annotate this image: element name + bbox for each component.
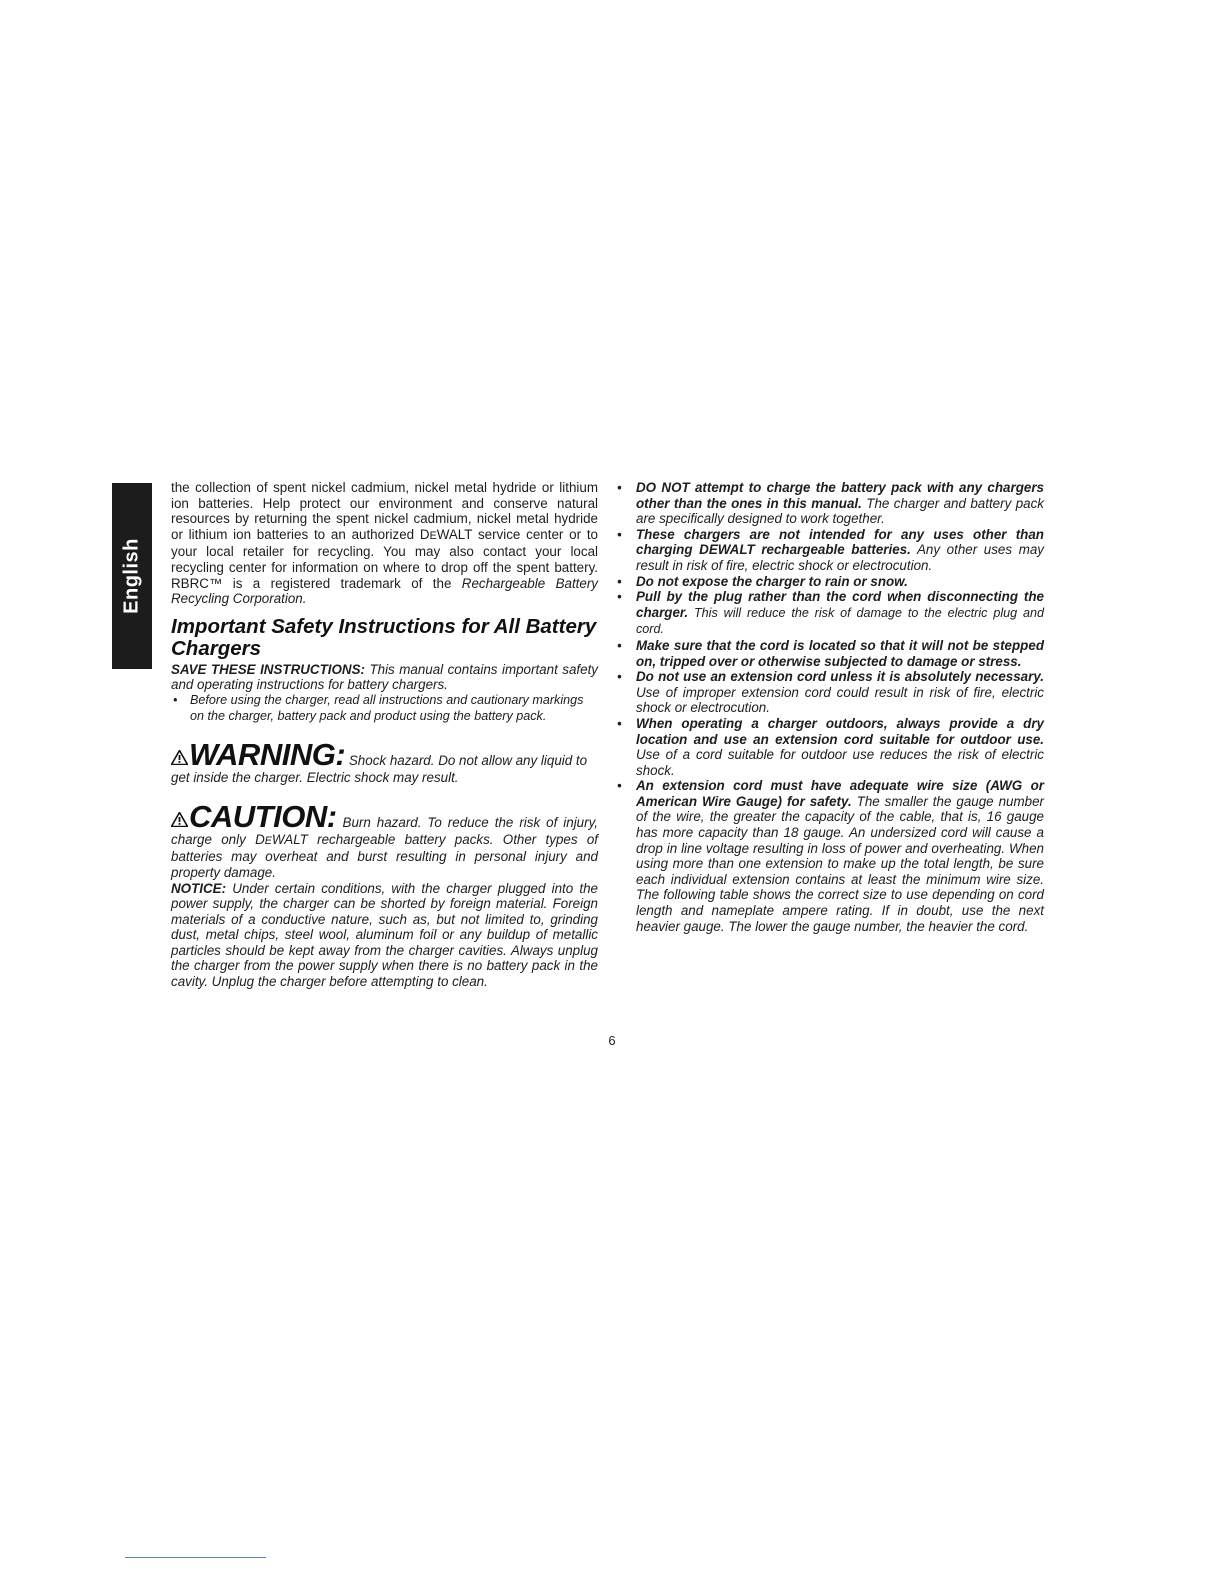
list-item: • Make sure that the cord is located so that it will not be stepped on, tripped over or otherwise subjected to damage or stress.: [617, 637, 1044, 669]
warning-block: WARNING: Shock hazard. Do not allow any liquid to get inside the charger. Electric shock may result.: [171, 737, 588, 786]
bullet-dot: •: [617, 573, 622, 589]
bullet-dot: •: [173, 692, 178, 707]
before-use-bullet: • Before using the charger, read all instructions and cautionary markings on the charger, battery pack and product using the battery pack.: [173, 692, 584, 723]
bullet-dot: •: [617, 778, 622, 794]
list-item: • Do not use an extension cord unless it is absolutely necessary. Use of improper extension cord could result in risk of fire, electric shock or electrocution.: [617, 669, 1044, 716]
save-instructions-paragraph: SAVE THESE INSTRUCTIONS: This manual contains important safety and operating instructions for battery chargers.: [171, 661, 598, 693]
warning-triangle-icon: [171, 750, 188, 765]
list-item: • When operating a charger outdoors, always provide a dry location and use an extension cord suitable for outdoor use. Use of a cord suitable for outdoor use reduces the risk of electric shock.: [617, 715, 1044, 778]
page-number: 6: [608, 1033, 616, 1048]
list-item: • An extension cord must have adequate wire size (AWG or American Wire Gauge) for safety. The smaller the gauge number of the wire, the greater the capacity of the cable, that is, 16 gauge has more capacity than 18 gauge. An undersized cord will cause a drop in line voltage resulting in loss of power and overheating. When using more than one extension to make up the total length, be sure each individual extension contains at least the minimum wire size. The following table shows the correct size to use depending on cord length and nameplate ampere rating. If in doubt, use the next heavier gauge. The lower the gauge number, the heavier the cord.: [617, 778, 1044, 934]
language-side-tab: [112, 483, 152, 669]
list-item: • Pull by the plug rather than the cord when disconnecting the charger. This will reduce the risk of damage to the electric plug and cord.: [617, 589, 1044, 637]
right-column: [616, 480, 1044, 934]
bullet-dot: •: [617, 669, 622, 685]
warning-word: WARNING:: [189, 737, 346, 773]
caution-block: CAUTION: Burn hazard. To reduce the risk of injury, charge only DEWALT rechargeable battery packs. Other types of batteries may overheat and burst resulting in personal injury and property damage.: [171, 798, 598, 880]
list-item: • Do not expose the charger to rain or snow.: [617, 573, 908, 589]
bullet-dot: •: [617, 589, 622, 605]
caution-word: CAUTION:: [189, 798, 337, 834]
language-label: English: [120, 538, 143, 614]
list-item: • These chargers are not intended for any uses other than charging DEWALT rechargeable batteries. Any other uses may result in risk of fire, electric shock or electrocution.: [617, 526, 1044, 573]
bullet-dot: •: [617, 715, 622, 731]
bullet-dot: •: [617, 637, 622, 653]
bullet-dot: •: [617, 480, 622, 495]
caution-triangle-icon: [171, 812, 188, 827]
notice-paragraph: NOTICE: Under certain conditions, with the charger plugged into the power supply, the charger can be shorted by foreign material. Foreign materials of a conductive nature, such as, but not limited to, grinding dust, metal chips, steel wool, aluminum foil or any buildup of metallic particles should be kept away from the charger cavities. Always unplug the charger from the power supply when there is no battery pack in the cavity. Unplug the charger before attempting to clean.: [171, 880, 598, 990]
section-heading: Important Safety Instructions for All Battery Chargers: [171, 614, 597, 660]
recycling-paragraph: the collection of spent nickel cadmium, nickel metal hydride or lithium ion batteries. Help protect our environment and conserve natural resources by returning the spent nickel cadmium, nickel metal hydride or lithium ion batteries to an authorized DEWALT service center or to your local retailer for recycling. You may also contact your local recycling center for information on where to drop off the spent battery. RBRC™ is a registered trademark of the Rechargeable Battery Recycling Corporation.: [171, 480, 598, 607]
footer-divider: [125, 1557, 266, 1558]
left-column: [171, 480, 598, 990]
list-item: • DO NOT attempt to charge the battery pack with any chargers other than the ones in this manual. The charger and battery pack are specifically designed to work together.: [617, 480, 1044, 527]
bullet-dot: •: [617, 526, 622, 542]
